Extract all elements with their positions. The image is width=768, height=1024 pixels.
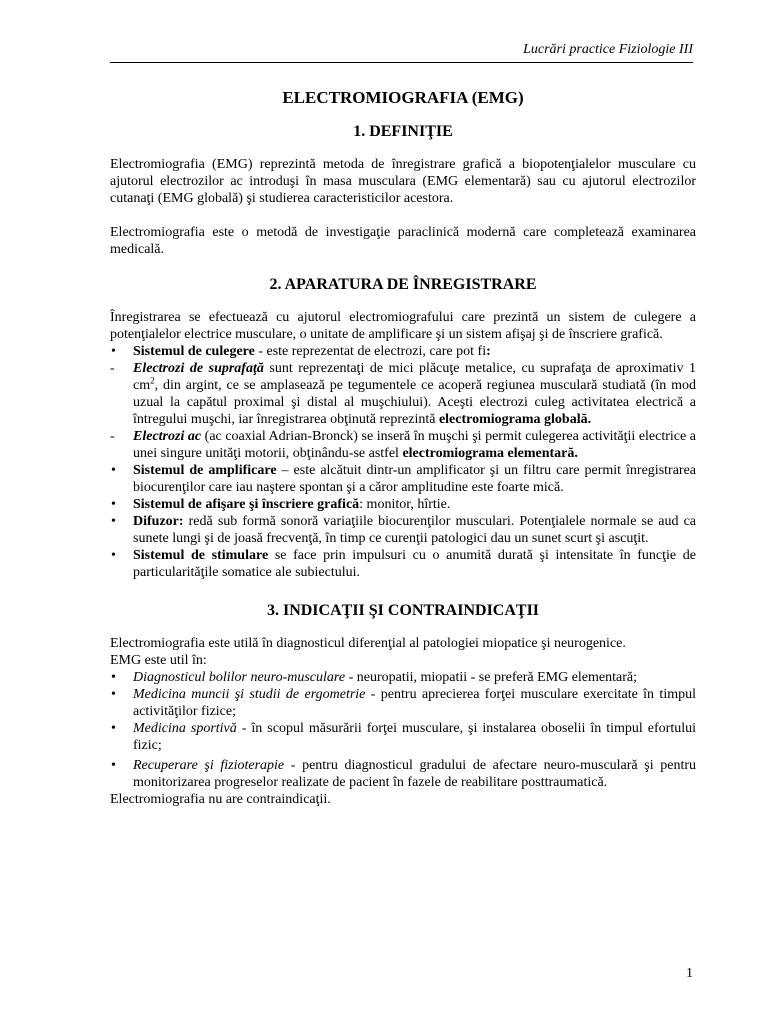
superscript: 2 — [150, 375, 155, 386]
bullet-icon: • — [111, 687, 116, 702]
list-item — [110, 462, 696, 496]
text: sunt reprezentaţi de mici plăcuţe metalice, cu suprafaţa de aproximativ 1 cm — [133, 361, 696, 393]
bullet-icon: • — [111, 670, 116, 685]
list-item — [110, 720, 696, 754]
text: - neuropatii, miopatii - se preferă EMG elementară; — [345, 670, 637, 685]
page-number: 1 — [686, 966, 693, 981]
term: Medicina muncii şi studii de ergometrie — [133, 687, 366, 702]
header-rule — [110, 62, 693, 63]
text: : monitor, hîrtie. — [359, 497, 451, 512]
dash-icon: - — [110, 429, 115, 444]
term: Sistemul de culegere — [133, 344, 255, 359]
text: (ac coaxial Adrian-Bronck) se inseră în muşchi şi permit culegerea activităţii electrice a unei singure unităţi motorii, obţinându-se astfel — [133, 429, 696, 461]
text: - pentru aprecierea forţei musculare exercitate în timpul activităţilor fizice; — [133, 687, 696, 719]
text: - pentru diagnosticul gradului de afectare neuro-musculară şi pentru monitorizarea progreselor realizate de pacient în fazele de reabilitare posttraumatică. — [133, 758, 696, 790]
term: Sistemul de afişare şi înscriere grafică — [133, 497, 360, 512]
list-item — [110, 669, 696, 686]
running-header: Lucrări practice Fiziologie III — [523, 42, 693, 57]
document-body — [110, 88, 696, 808]
text: , din argint, ce se amplasează pe tegumentele ce acoperă regiunea musculară studiată (în mod uzual la capătul proximal şi distal al muşchiului). Aceşti electrozi culeg activitatea electrică a întregului muşchi, iar înregistrarea obţinută reprezintă — [133, 378, 696, 427]
bullet-icon: • — [111, 497, 116, 512]
term: Diagnosticul bolilor neuro-musculare — [133, 670, 346, 685]
paragraph: Înregistrarea se efectuează cu ajutorul electromiografului care prezintă un sistem de culegere a potenţialelor electrice musculare, o unitate de amplificare şi un sistem afişaj şi de înscriere grafică. — [110, 310, 696, 342]
bullet-icon: • — [111, 344, 116, 359]
paragraph: Electromiografia este utilă în diagnosticul diferenţial al patologiei miopatice şi neurogenice. — [110, 636, 626, 651]
bullet-icon: • — [111, 463, 116, 478]
dash-icon: - — [110, 361, 115, 376]
equipment-list — [110, 343, 696, 581]
text: : — [486, 344, 491, 359]
text: se face prin impulsuri cu o anumită durată şi intensitate în funcţie de particularităţile somatice ale subiectului. — [133, 548, 697, 580]
term: Sistemul de amplificare — [133, 463, 277, 478]
document-title: ELECTROMIOGRAFIA (EMG) — [282, 88, 524, 107]
list-item — [110, 547, 696, 581]
text: redă sub formă sonoră variaţiile biocurenţilor musculari. Potenţialele normale se aud ca sunete lungi şi de joasă frecvenţă, în timp ce curenţii patologici dau un sunet scurt şi ascuţit. — [133, 514, 696, 546]
bullet-icon: • — [111, 514, 116, 529]
bullet-icon: • — [111, 721, 116, 736]
term: Electrozi de suprafaţă — [133, 361, 264, 376]
term: electromiograma globală. — [438, 412, 592, 427]
term: Medicina sportivă — [133, 721, 237, 736]
paragraph: Electromiografia nu are contraindicaţii. — [110, 792, 331, 807]
list-item — [110, 496, 696, 513]
paragraph: Electromiografia este o metodă de investigaţie paraclinică modernă care completează examinarea medicală. — [110, 225, 696, 257]
term: Recuperare şi fizioterapie — [133, 758, 285, 773]
list-item — [110, 686, 696, 720]
indications-list — [110, 669, 696, 791]
section-heading-indicatii: 3. INDICAŢII ŞI CONTRAINDICAŢII — [266, 602, 540, 619]
electrode-list — [110, 360, 696, 462]
list-item — [110, 428, 696, 462]
paragraph: Electromiografia (EMG) reprezintă metoda de înregistrare grafică a biopotenţialelor musculare cu ajutorul electrozilor ac introduşi în masa musculara (EMG elementară) sau cu ajutorul electrozilor cutanaţi (EMG globală) şi studierea caracteristicilor acestora. — [110, 157, 696, 206]
term: Sistemul de stimulare — [133, 548, 269, 563]
text: – este alcătuit dintr-un amplificator şi un filtru care permit înregistrarea biocurenţilor care iau naştere spontan şi a căror amplitudine este foarte mică. — [133, 463, 696, 495]
text: - este reprezentat de electrozi, care pot fi — [254, 344, 487, 359]
list-item — [110, 757, 696, 791]
term: electromiograma elementară. — [402, 446, 578, 461]
text: - în scopul măsurării forţei musculare, şi instalarea oboselii în timpul efortului fizic; — [133, 721, 697, 753]
list-item — [110, 360, 696, 428]
term: Difuzor: — [133, 514, 184, 529]
paragraph: EMG este util în: — [110, 653, 207, 668]
section-heading-definitie: 1. DEFINIŢIE — [353, 123, 453, 140]
term: Electrozi ac — [133, 429, 202, 444]
bullet-icon: • — [111, 758, 116, 773]
list-item — [110, 513, 696, 547]
section-heading-aparatura: 2. APARATURA DE ÎNREGISTRARE — [269, 276, 537, 293]
list-item — [110, 343, 696, 462]
bullet-icon: • — [111, 548, 116, 563]
